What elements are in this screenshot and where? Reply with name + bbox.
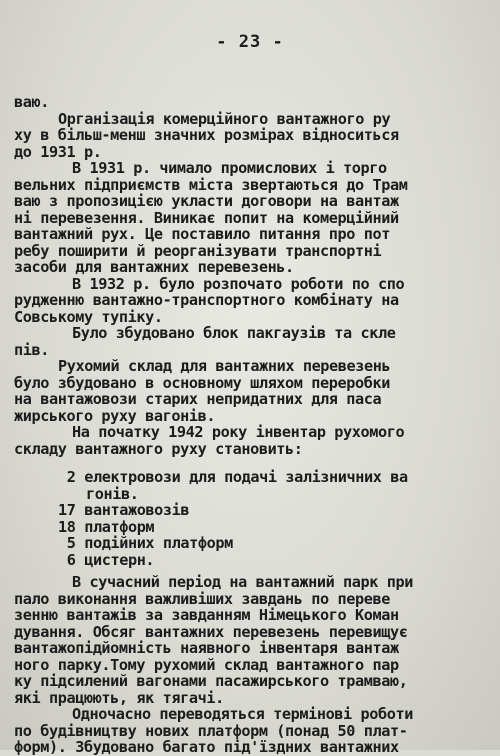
text-line: На початку 1942 року інвентар рухомого: [72, 423, 405, 441]
text-line: Одночасно переводяться термінові роботи: [72, 705, 414, 723]
paragraphs-top: [14, 94, 484, 457]
paragraphs-bottom: [14, 574, 484, 756]
text-line: ребу поширити й реорганізувати транспортні: [14, 241, 382, 260]
text-line: складу вантажного руху становить:: [14, 439, 303, 458]
text-line: 18 платформ: [58, 517, 155, 536]
text-line: ваю.: [14, 93, 49, 111]
text-line: 5 подійних платформ: [58, 534, 233, 552]
text-line: форм). Збудовано багато під'їздних вантажних: [14, 738, 399, 756]
text-line: жирського руху вагонів.: [14, 406, 216, 425]
text-line: рудженню вантажно-транспортного комбінату на: [14, 291, 399, 309]
page-number: - 23 -: [216, 32, 284, 52]
text-line: зенню вантажів за завданням Німецького Коман: [14, 606, 399, 624]
text-line: Совському тупіку.: [14, 307, 163, 326]
inventory-list: [14, 469, 484, 568]
text-line: було збудовано в основному шляхом переробки: [14, 373, 390, 392]
text-line: ваю з пропозицією укласти договори на вантаж: [14, 192, 399, 210]
text-line: В 1931 р. чимало промислових і торго: [72, 159, 387, 177]
text-line: по будівництву нових платформ (понад 50 плат-: [14, 721, 408, 740]
text-line: пало виконання важливіших завдань по переве: [14, 589, 390, 608]
text-line: вантажний рух. Це поставило питання про пот: [14, 225, 390, 243]
text-line: В сучасний період на вантажний парк при: [72, 573, 414, 591]
text-line: дування. Обсяг вантажних перевезень перевищує: [14, 622, 408, 641]
text-line: гонів.: [86, 484, 139, 503]
text-line: ного парку.Тому рухомий склад вантажного пар: [14, 655, 399, 674]
text-line: 17 вантажовозів: [58, 501, 190, 519]
text-line: вельних підприємств міста звертаються до Трам: [14, 175, 408, 194]
text-line: ху в більш-менш значних розмірах відноситься: [14, 126, 399, 144]
text-line: Рухомий склад для вантажних перевезень: [58, 357, 391, 375]
text-line: ку підсилений вагонами пасажирського трамваю,: [14, 672, 408, 690]
text-line: ні перевезення. Виникає попит на комерційний: [14, 208, 399, 227]
text-line: Було збудовано блок пакгаузів та скле: [72, 324, 396, 342]
document-body: [14, 94, 484, 756]
text-line: засоби для вантажних перевезень.: [14, 258, 294, 276]
text-line: Організація комерційного вантажного ру: [58, 109, 391, 128]
text-line: 2 електровози для подачі залізничних ва: [58, 468, 408, 486]
text-line: пів.: [14, 340, 49, 359]
text-line: які працюють, як тягачі.: [14, 688, 224, 707]
text-line: на вантажовози старих непридатних для паса: [14, 390, 382, 408]
text-line: 6 цистерн.: [58, 550, 155, 569]
text-line: В 1932 р. було розпочато роботи по спо: [72, 274, 405, 293]
text-line: до 1931 р.: [14, 142, 102, 161]
text-line: вантажопідйомність наявного інвентаря вантаж: [14, 639, 399, 657]
